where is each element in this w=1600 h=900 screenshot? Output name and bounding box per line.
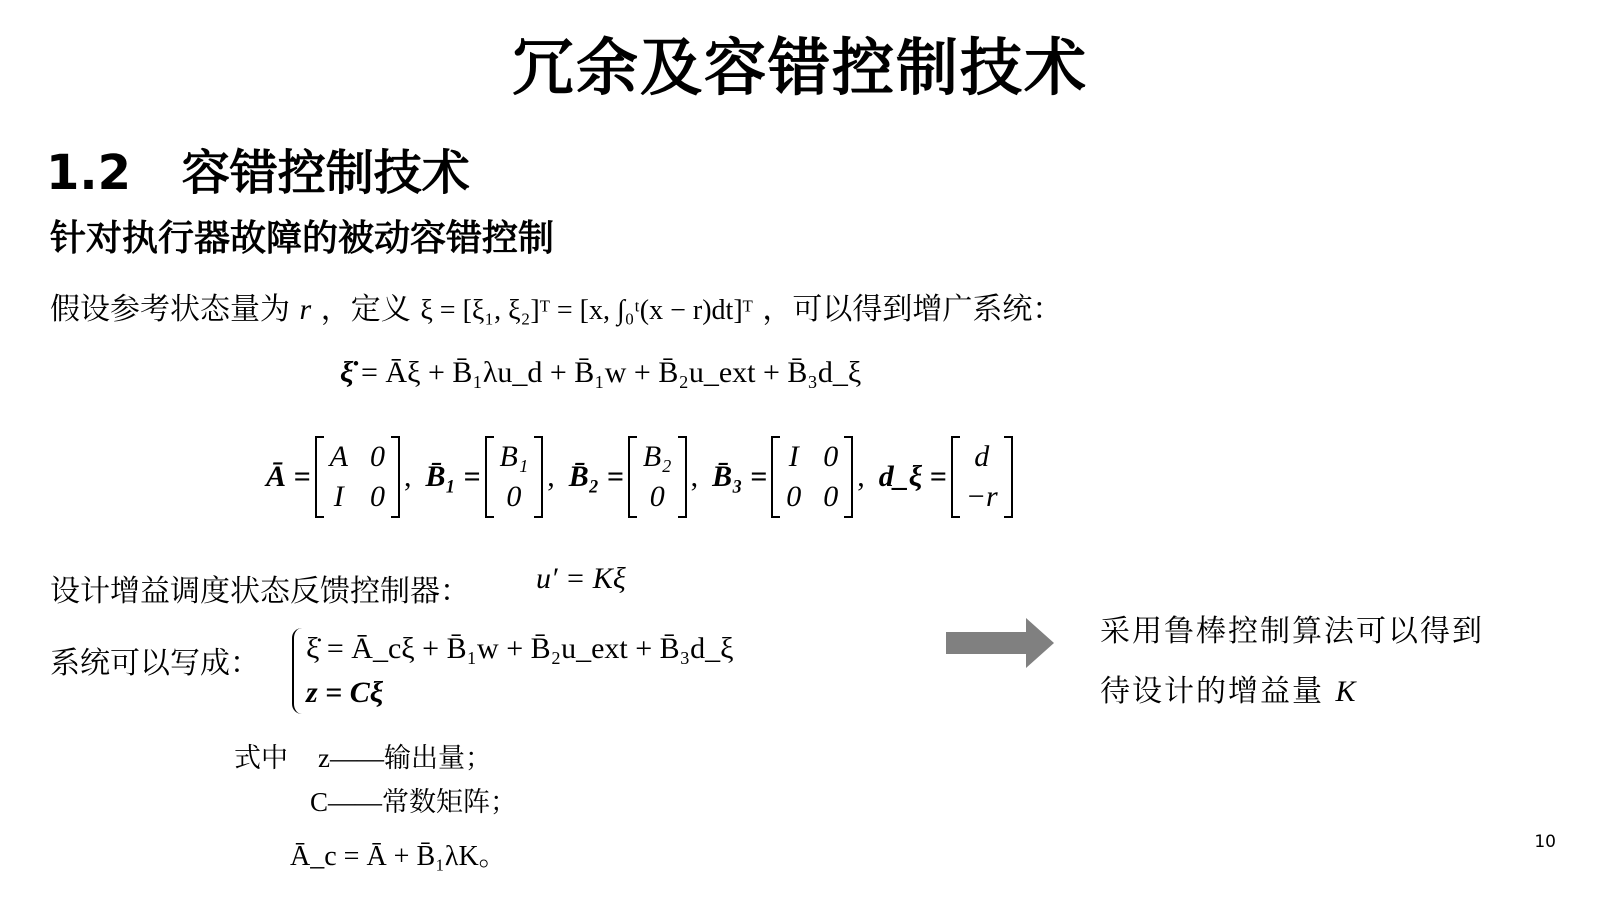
slide-title: 冗余及容错控制技术 bbox=[511, 31, 1088, 104]
matrix-cell: B₁ bbox=[499, 440, 529, 473]
assumption-line bbox=[50, 284, 1062, 328]
controller-text: 设计增益调度状态反馈控制器： bbox=[50, 574, 470, 609]
matrix-cell: 0 bbox=[823, 440, 839, 473]
notes-prefix: 式中 bbox=[234, 743, 288, 773]
note-c: C——常数矩阵； bbox=[310, 787, 518, 817]
matrix-cell: A bbox=[329, 440, 348, 473]
callout-line-1: 采用鲁棒控制算法可以得到 bbox=[1100, 614, 1484, 649]
note-z: z——输出量； bbox=[318, 743, 492, 773]
subtitle: 针对执行器故障的被动容错控制 bbox=[50, 218, 555, 259]
matrix-cell: 0 bbox=[369, 440, 385, 473]
right-arrow-icon bbox=[946, 618, 1054, 668]
augmented-system-text: ，可以得到增广系统： bbox=[762, 292, 1063, 327]
callout-line-2 bbox=[1100, 666, 1358, 710]
matrix-A bbox=[315, 436, 400, 518]
vector-d bbox=[951, 436, 1013, 518]
matrix-B1-label: B̄₁ = bbox=[425, 460, 481, 493]
section-number: 1.2 bbox=[46, 145, 132, 201]
matrix-cell: 0 bbox=[649, 480, 665, 513]
matrix-cell: 0 bbox=[823, 480, 839, 513]
augmented-system-equation bbox=[340, 356, 861, 390]
matrix-cell: I bbox=[788, 440, 799, 473]
matrix-cell: −r bbox=[965, 480, 998, 513]
callout-var-K: K bbox=[1335, 675, 1358, 708]
eq1-lhs: ξ̇ bbox=[340, 356, 354, 389]
matrix-cell: 0 bbox=[786, 480, 802, 513]
matrix-cell: d bbox=[974, 440, 990, 473]
matrix-cell: 0 bbox=[369, 480, 385, 513]
xi-definition-formula: ξ = [ξ₁, ξ₂]ᵀ = [x, ∫₀ᵗ(x − r)dt]ᵀ bbox=[420, 295, 753, 326]
define-text: ，定义 bbox=[320, 292, 411, 327]
matrix-B2 bbox=[628, 436, 687, 518]
matrix-B1 bbox=[485, 436, 544, 518]
matrix-B3 bbox=[771, 436, 853, 518]
system-text: 系统可以写成： bbox=[50, 646, 260, 681]
matrix-cell: B₂ bbox=[642, 440, 672, 473]
assumption-text: 假设参考状态量为 bbox=[50, 292, 290, 327]
matrix-definitions: Ā = A 0 I 0 , B̄₁ = B₁ 0 , B̄₂ = B₂ 0 , B̄₃ = I 0 0 0 , d_ξ = d −r bbox=[266, 436, 1017, 518]
page-number: 10 bbox=[1534, 832, 1556, 852]
controller-formula: u′ = Kξ bbox=[536, 562, 626, 595]
matrix-B3-label: B̄₃ = bbox=[712, 460, 768, 493]
vector-d-label: d_ξ = bbox=[878, 460, 947, 493]
var-r: r bbox=[299, 293, 312, 326]
section-title: 容错控制技术 bbox=[181, 145, 470, 201]
matrix-cell: 0 bbox=[506, 480, 522, 513]
eq1-rhs: = Āξ + B̄₁λu_d + B̄₁w + B̄₂u_ext + B̄₃d_ξ bbox=[360, 356, 862, 389]
section-heading bbox=[46, 134, 470, 203]
callout-text: 待设计的增益量 bbox=[1100, 674, 1324, 709]
matrix-A-label: Ā = bbox=[266, 460, 311, 493]
system-equation-b: z = Cξ bbox=[306, 676, 384, 709]
system-brace bbox=[292, 628, 304, 714]
note-ac: Ā_c = Ā + B̄₁λK。 bbox=[290, 841, 507, 872]
matrix-cell: I bbox=[333, 480, 344, 513]
system-equation-a: ξ̇ = Ā_cξ + B̄₁w + B̄₂u_ext + B̄₃d_ξ bbox=[306, 632, 734, 665]
matrix-B2-label: B̄₂ = bbox=[568, 460, 624, 493]
